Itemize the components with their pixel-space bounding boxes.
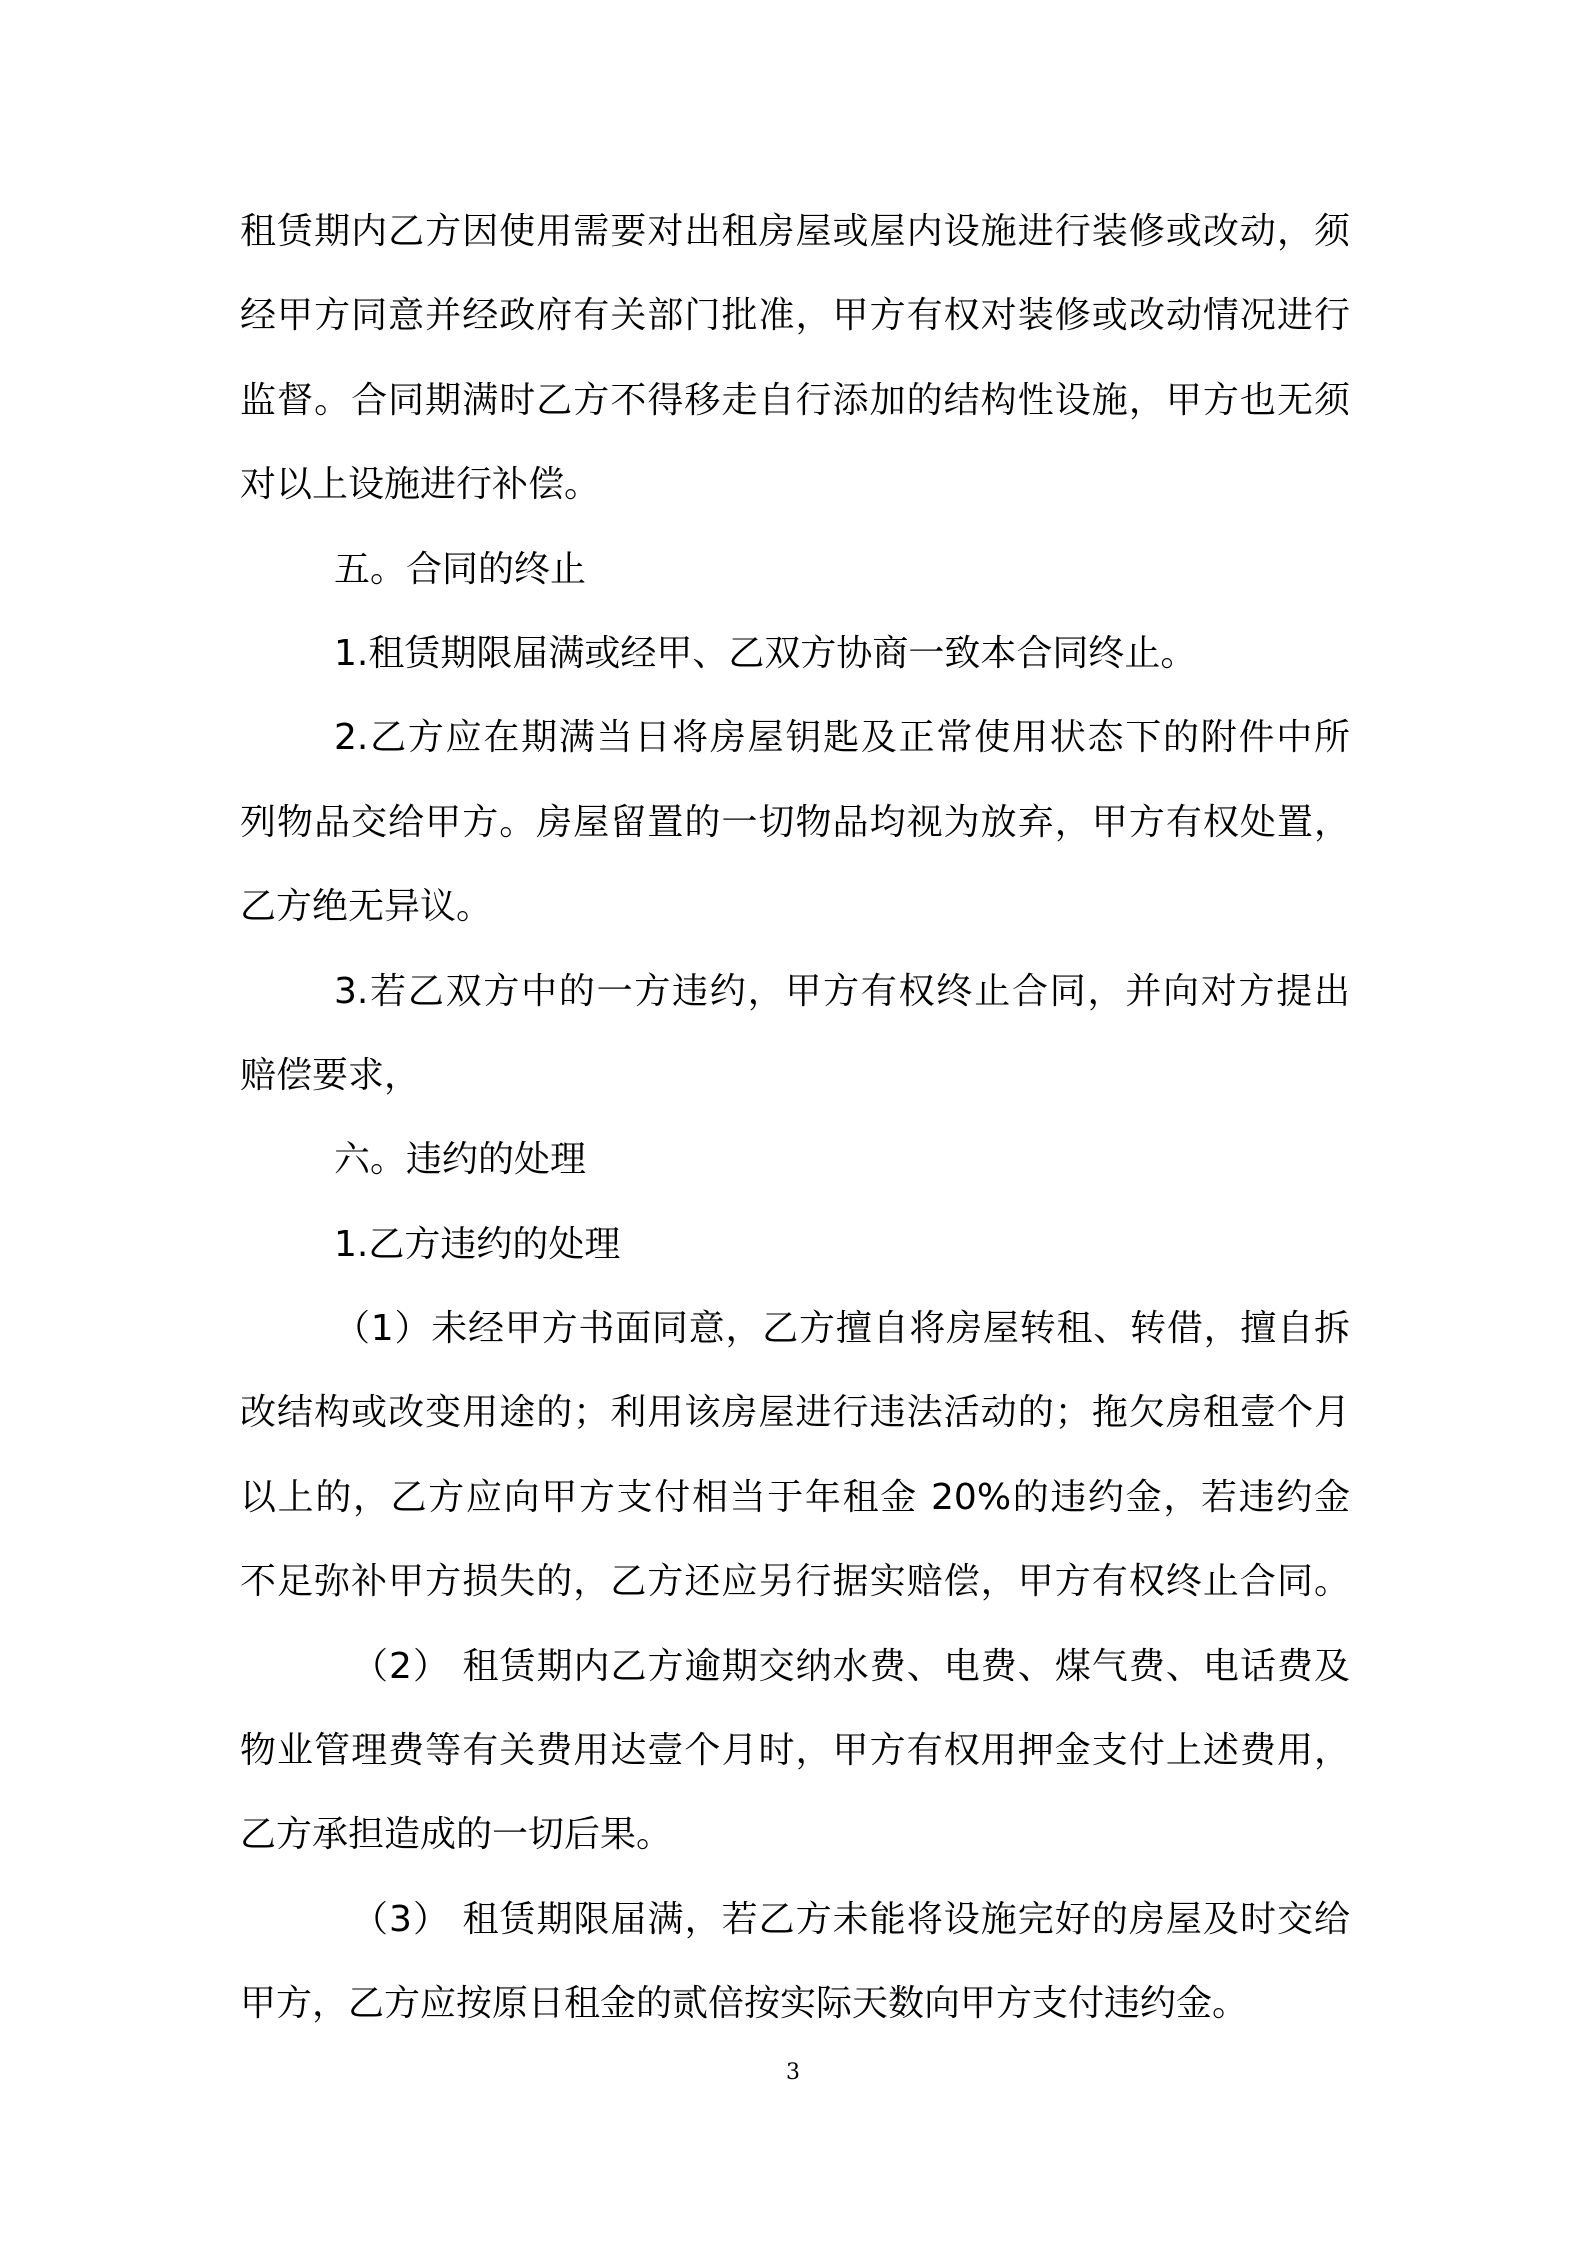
text-line: 2.乙方应在期满当日将房屋钥匙及正常使用状态下的附件中所 bbox=[334, 717, 1350, 759]
text-line: 对以上设施进行补偿。 bbox=[240, 464, 601, 506]
text-line: 以上的，乙方应向甲方支付相当于年租金 20%的违约金，若违约金 bbox=[240, 1476, 1350, 1518]
subheading-party-b-breach: 1.乙方违约的处理 bbox=[334, 1223, 621, 1265]
text-line: 租赁期内乙方因使用需要对出租房屋或屋内设施进行装修或改动，须 bbox=[240, 211, 1350, 252]
text-line: 经甲方同意并经政府有关部门批准，甲方有权对装修或改动情况进行 bbox=[240, 295, 1350, 337]
clause-breach-1 bbox=[240, 1287, 1350, 1625]
text-line: 3.若乙双方中的一方违约，甲方有权终止合同，并向对方提出 bbox=[334, 970, 1350, 1012]
text-line: 改结构或改变用途的；利用该房屋进行违法活动的；拖欠房租壹个月 bbox=[240, 1392, 1350, 1434]
page-number: 3 bbox=[786, 2060, 800, 2085]
clause-term-2 bbox=[240, 696, 1350, 949]
paragraph-alteration bbox=[240, 190, 1350, 528]
text-line: 赔偿要求， bbox=[240, 1054, 421, 1096]
text-line: （1）未经甲方书面同意，乙方擅自将房屋转租、转借，擅自拆 bbox=[334, 1308, 1350, 1350]
clause-term-3 bbox=[240, 950, 1350, 1119]
document-page bbox=[240, 190, 1350, 2047]
text-line: 列物品交给甲方。房屋留置的一切物品均视为放弃，甲方有权处置， bbox=[240, 801, 1350, 843]
clause-breach-3 bbox=[240, 1878, 1350, 2047]
clause-term-1: 1.租赁期限届满或经甲、乙双方协商一致本合同终止。 bbox=[334, 632, 1197, 674]
text-line: 监督。合同期满时乙方不得移走自行添加的结构性设施，甲方也无须 bbox=[240, 379, 1350, 421]
text-line: （2） 租赁期内乙方逾期交纳水费、电费、煤气费、电话费及 bbox=[352, 1645, 1350, 1687]
text-line: 甲方，乙方应按原日租金的贰倍按实际天数向甲方支付违约金。 bbox=[240, 1983, 1249, 2025]
section-heading-termination: 五。合同的终止 bbox=[334, 548, 587, 590]
text-line: （3） 租赁期限届满，若乙方未能将设施完好的房屋及时交给 bbox=[352, 1898, 1350, 1940]
text-line: 乙方绝无异议。 bbox=[240, 886, 493, 928]
text-line: 物业管理费等有关费用达壹个月时，甲方有权用押金支付上述费用， bbox=[240, 1730, 1350, 1772]
text-line: 乙方承担造成的一切后果。 bbox=[240, 1814, 673, 1856]
text-line: 不足弥补甲方损失的，乙方还应另行据实赔偿，甲方有权终止合同。 bbox=[240, 1561, 1350, 1603]
section-heading-breach: 六。违约的处理 bbox=[334, 1139, 587, 1181]
clause-breach-2 bbox=[240, 1625, 1350, 1878]
